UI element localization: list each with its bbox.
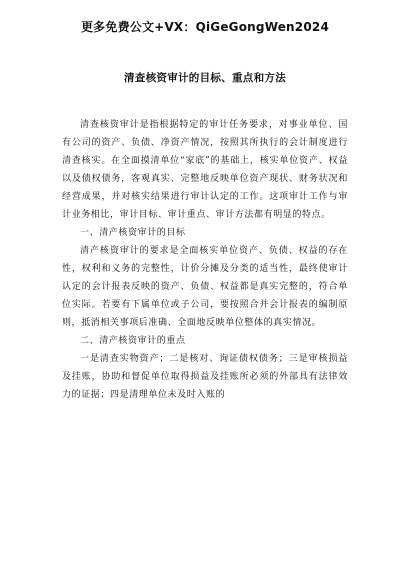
promo-banner: 更多免费公文+VX：QiGeGongWen2024 [80, 20, 329, 34]
paragraph-goals: 清产核资审计的要求是全面核实单位资产、负债、权益的存在性，权利和义务的完整性，计价分摊及分类的适当性，最终使审计认定的会计报表反映的资产、负债、权益都是真实完整的，符合单位实际。若要有下属单位或子公司，要按照合并会计报表的编制原则，抵消相关事项后准确、全面地反映单位整体的真实情况。 [62, 246, 348, 328]
document-body [62, 116, 348, 404]
section-heading-focus: 二、清产核资审计的重点 [80, 336, 186, 346]
paragraph-intro: 清查核资审计是指根据特定的审计任务要求，对事业单位、国有公司的资产、负债、净资产情况，按照其所执行的会计制度进行清查核实。在全面摸清单位“家底”的基础上，核实单位资产、权益以及债权债务，客观真实、完整地反映单位资产现状、财务状况和经营成果，并对核实结果进行审计认定的工作。这项审计工作与审计业务相比，审计目标、审计重点、审计方法都有明显的特点。 [62, 120, 348, 220]
document-title: 清查核资审计的目标、重点和方法 [124, 72, 286, 84]
section-heading-goals: 一、清产核资审计的目标 [80, 228, 186, 238]
paragraph-focus: 一是清查实物资产；二是核对、询证债权债务；三是审核损益及挂账，协助和督促单位取得损益及挂账所必须的外部具有法律效力的证据；四是清理单位未及时入账的 [62, 354, 348, 400]
